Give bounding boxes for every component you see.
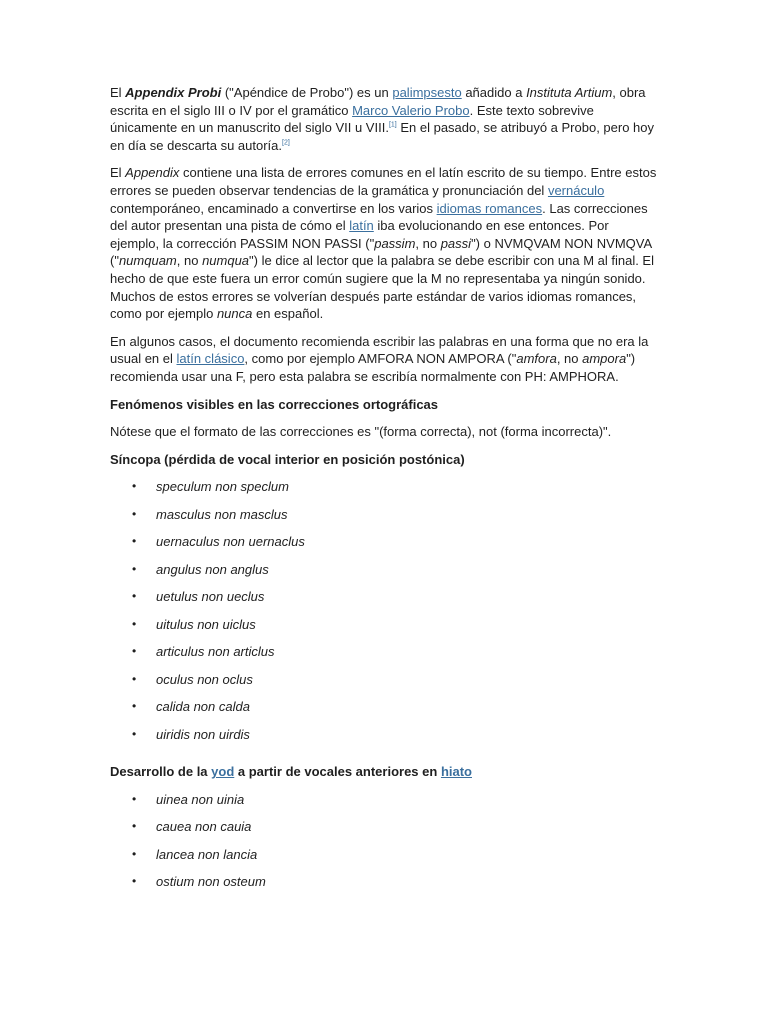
text: , obra escrita en el siglo III o IV por el gramático [110,85,646,118]
reference-2[interactable]: [2] [282,139,290,147]
text: Desarrollo de la [110,764,212,780]
list-item [110,846,658,874]
bullet-icon: • [132,644,137,659]
list-item [110,671,658,699]
text: añadido a [461,85,527,100]
text: ") o NVMQVAM NON NVMQVA (" [110,235,652,269]
text: en español. [252,306,324,322]
bullet-icon: • [132,699,137,714]
bullet-icon: • [132,819,137,834]
bullet-icon: • [132,726,137,741]
list-item-text: angulus non anglus [156,561,269,577]
heading-sincopa: Síncopa (pérdida de vocal interior en posición postónica) [110,451,465,467]
list-item [110,561,658,589]
bullet-icon: • [132,561,137,576]
link-marco-valerio-probo[interactable]: Marco Valerio Probo [352,102,470,118]
term-appendix: Appendix [125,165,180,181]
list-item-text: cauea non cauia [156,819,252,835]
list-item [110,791,658,819]
list-item-text: uitulus non uiclus [156,616,256,632]
list-item-text: uetulus non ueclus [156,589,265,605]
heading-fenomenos: Fenómenos visibles en las correcciones ortográficas [110,396,439,412]
intro-paragraph [110,84,658,154]
term-instituta-artium: Instituta Artium [526,85,613,100]
list-item-text: calida non calda [156,699,250,715]
link-latin-clasico[interactable]: latín clásico [176,351,245,367]
bullet-icon: • [132,506,137,521]
reference-1[interactable]: [1] [388,121,397,129]
term-numqua: numqua [202,253,250,269]
list-item-text: masculus non masclus [156,506,288,522]
list-item-text: articulus non articlus [156,644,275,660]
list-item [110,726,658,754]
text: , no [176,253,203,269]
link-vernaculo[interactable]: vernáculo [547,182,605,198]
text: . Este texto sobrevive únicamente en un manuscrito del siglo VII u VIII. [110,102,594,136]
notese-paragraph: Nótese que el formato de las correcciones es "(forma correcta), not (forma incorrecta)". [110,424,612,440]
term-ampora: ampora [582,351,627,367]
text: , como por ejemplo AMFORA NON AMPORA (" [244,351,517,367]
bullet-icon: • [132,616,137,631]
list-item [110,616,658,644]
text: ") le dice al lector que la palabra se debe escribir con una M al final. El hecho de que este fuera un error común sugiere que la M no representaba ya ningún sonido. Muchos de estos errores se volverían después parte estándar de varios idiomas romances, como por ejemplo [110,253,654,322]
text: En algunos casos, el documento recomienda escribir las palabras en una forma que no era la usual en el [110,333,649,367]
list-item-text: ostium non osteum [156,874,266,890]
text: a partir de vocales anteriores en [234,764,441,780]
list-item [110,873,658,901]
list-item-text: uernaculus non uernaclus [156,534,305,550]
link-latin[interactable]: latín [349,218,374,234]
appendix-paragraph [110,164,658,322]
bullet-icon: • [132,671,137,686]
list-item-text: oculus non oclus [156,671,253,687]
term-appendix-probi: Appendix Probi [125,85,222,100]
link-hiato[interactable]: hiato [440,764,472,780]
text: . Las correcciones del autor presentan una pista de cómo el [110,200,648,234]
link-palimpsesto[interactable]: palimpsesto [392,85,462,100]
link-idiomas-romances[interactable]: idiomas romances [436,200,543,216]
list-item [110,643,658,671]
text: ") recomienda usar una F, pero esta palabra se escribía normalmente con PH: AMPHORA. [110,351,636,384]
text: El [110,85,126,100]
text: ("Apéndice de Probo") es un [221,85,393,100]
sincopa-list [110,478,658,753]
text: En el pasado, se atribuyó a Probo, pero hoy en día se descarta su autoría. [110,120,655,153]
text: iba evolucionando en ese entonces. Por ejemplo, la corrección PASSIM NON PASSI (" [110,218,609,251]
list-item [110,533,658,561]
list-item [110,698,658,726]
list-item [110,506,658,534]
bullet-icon: • [132,534,137,549]
list-item-text: uiridis non uirdis [156,726,250,742]
yod-list [110,791,658,901]
term-amfora: amfora [516,351,557,367]
text: , no [415,235,441,251]
bullet-icon: • [132,874,137,889]
term-passi: passi [440,235,472,251]
list-item [110,818,658,846]
list-item [110,478,658,506]
bullet-icon: • [132,479,137,494]
bullet-icon: • [132,791,137,806]
text: El [110,165,126,181]
text: , no [556,351,583,367]
bullet-icon: • [132,846,137,861]
term-nunca: nunca [216,306,253,322]
list-item-text: uinea non uinia [156,791,245,807]
heading-yod [110,763,658,781]
list-item-text: speculum non speclum [156,479,289,495]
bullet-icon: • [132,589,137,604]
link-yod[interactable]: yod [211,764,235,780]
list-item [110,588,658,616]
text: contiene una lista de errores comunes en el latín escrito de su tiempo. Entre estos errores se pueden observar tendencias de la gramática y pronunciación del [110,165,657,198]
term-passim: passim [374,235,416,251]
term-numquam: numquam [118,253,177,269]
text: contemporáneo, encaminado a convertirse en los varios [110,200,437,216]
list-item-text: lancea non lancia [156,846,258,862]
classical-latin-paragraph [110,333,658,386]
